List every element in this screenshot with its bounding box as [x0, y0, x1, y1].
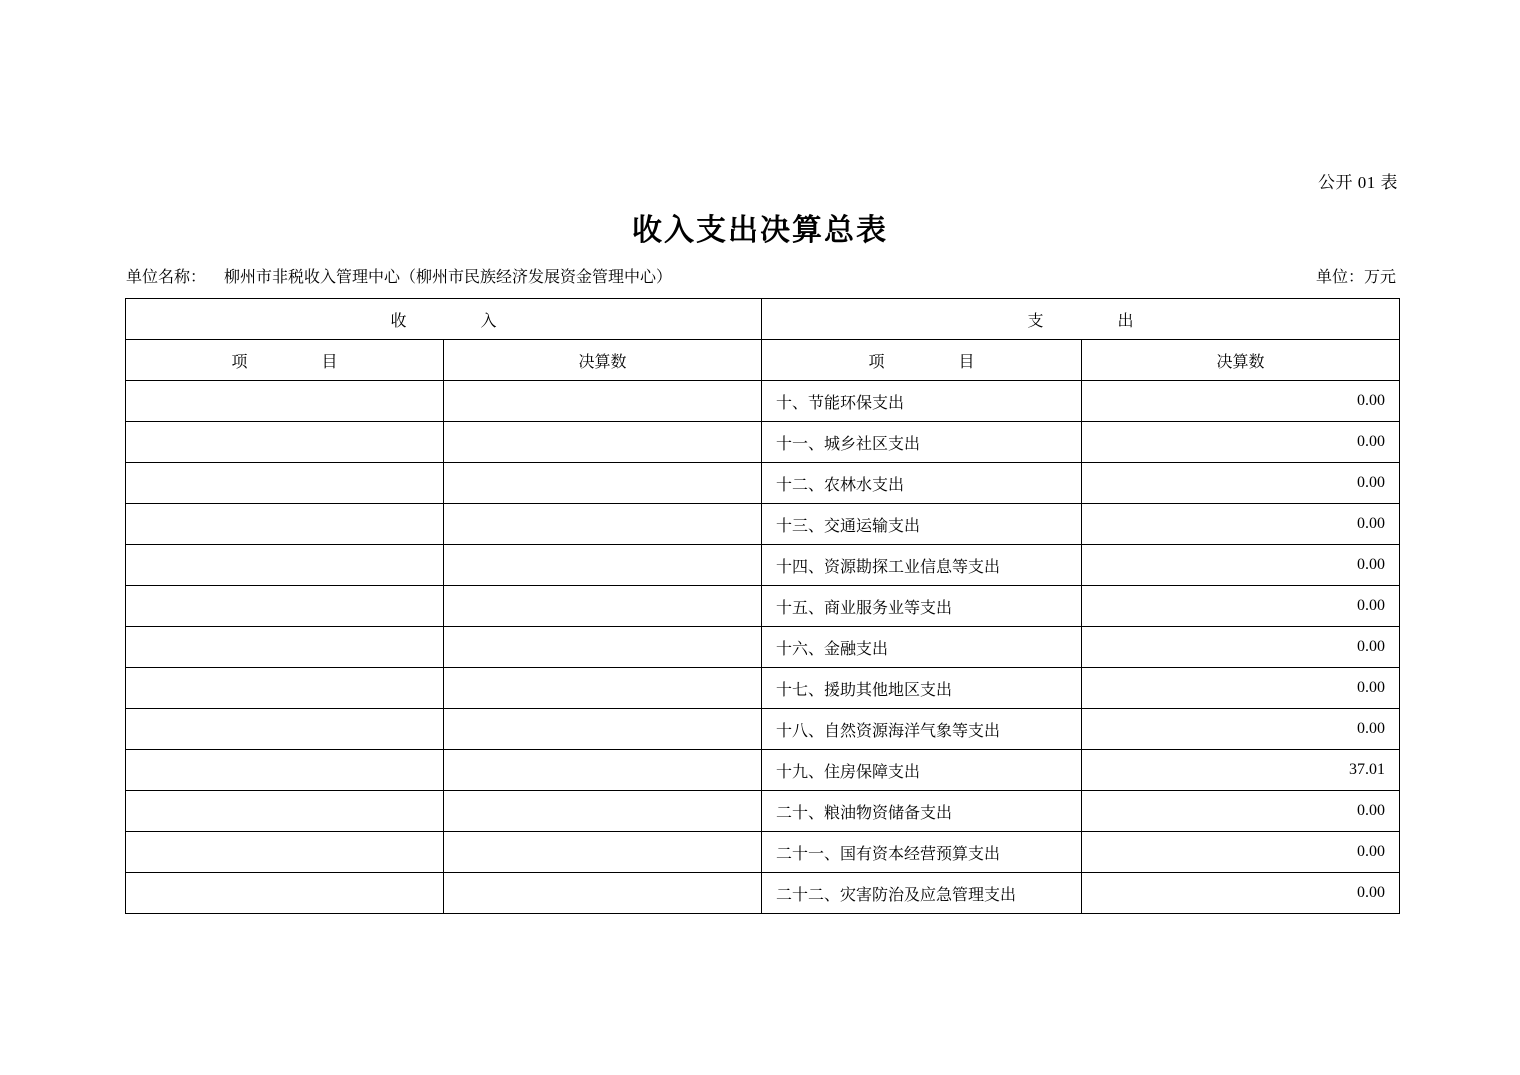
- cell-income-amount: [444, 463, 762, 504]
- cell-income-item: [126, 586, 444, 627]
- table-row: [126, 873, 1400, 914]
- cell-income-amount: [444, 832, 762, 873]
- cell-expenditure-amount: 0.00: [1082, 545, 1400, 586]
- cell-expenditure-amount: 0.00: [1082, 873, 1400, 914]
- cell-expenditure-item: 十五、商业服务业等支出: [762, 586, 1082, 627]
- cell-expenditure-amount: 0.00: [1082, 627, 1400, 668]
- cell-expenditure-item: 十六、金融支出: [762, 627, 1082, 668]
- cell-expenditure-item: 十七、援助其他地区支出: [762, 668, 1082, 709]
- table-row: [126, 586, 1400, 627]
- table-row: [126, 463, 1400, 504]
- cell-expenditure-item: 十、节能环保支出: [762, 381, 1082, 422]
- cell-expenditure-item: 十三、交通运输支出: [762, 504, 1082, 545]
- cell-income-item: [126, 627, 444, 668]
- cell-expenditure-amount: 0.00: [1082, 791, 1400, 832]
- group-header-income: 收 入: [126, 299, 762, 340]
- cell-income-item: [126, 545, 444, 586]
- column-header-expenditure-amount: 决算数: [1082, 340, 1400, 381]
- cell-expenditure-amount: 0.00: [1082, 422, 1400, 463]
- cell-expenditure-item: 二十一、国有资本经营预算支出: [762, 832, 1082, 873]
- cell-income-item: [126, 750, 444, 791]
- cell-income-amount: [444, 627, 762, 668]
- cell-income-amount: [444, 873, 762, 914]
- budget-table: [125, 298, 1400, 914]
- amount-unit: 单位：万元: [1315, 269, 1396, 286]
- cell-expenditure-amount: 0.00: [1082, 668, 1400, 709]
- cell-income-amount: [444, 422, 762, 463]
- cell-expenditure-item: 二十、粮油物资储备支出: [762, 791, 1082, 832]
- cell-expenditure-amount: 0.00: [1082, 586, 1400, 627]
- cell-income-amount: [444, 709, 762, 750]
- table-row: [126, 791, 1400, 832]
- column-header-income-amount: 决算数: [444, 340, 762, 381]
- cell-expenditure-item: 二十二、灾害防治及应急管理支出: [762, 873, 1082, 914]
- cell-expenditure-item: 十二、农林水支出: [762, 463, 1082, 504]
- table-row: [126, 709, 1400, 750]
- table-row: [126, 750, 1400, 791]
- cell-expenditure-item: 十一、城乡社区支出: [762, 422, 1082, 463]
- cell-income-item: [126, 873, 444, 914]
- column-header-income-item: 项 目: [126, 340, 444, 381]
- cell-income-amount: [444, 381, 762, 422]
- cell-income-item: [126, 463, 444, 504]
- cell-income-amount: [444, 504, 762, 545]
- cell-expenditure-amount: 37.01: [1082, 750, 1400, 791]
- unit-name-value: 柳州市非税收入管理中心（柳州市民族经济发展资金管理中心）: [224, 269, 673, 286]
- table-group-header-row: [126, 299, 1400, 340]
- cell-expenditure-amount: 0.00: [1082, 709, 1400, 750]
- cell-income-item: [126, 504, 444, 545]
- table-column-header-row: [126, 340, 1400, 381]
- page-title: 收入支出决算总表: [632, 214, 888, 247]
- cell-expenditure-item: 十四、资源勘探工业信息等支出: [762, 545, 1082, 586]
- cell-income-amount: [444, 668, 762, 709]
- cell-income-amount: [444, 791, 762, 832]
- cell-expenditure-amount: 0.00: [1082, 504, 1400, 545]
- cell-expenditure-amount: 0.00: [1082, 463, 1400, 504]
- table-body: [126, 299, 1400, 914]
- cell-income-amount: [444, 586, 762, 627]
- unit-name-label: 单位名称：: [126, 269, 207, 286]
- cell-income-item: [126, 832, 444, 873]
- cell-income-item: [126, 668, 444, 709]
- cell-income-item: [126, 422, 444, 463]
- table-row: [126, 422, 1400, 463]
- cell-income-item: [126, 381, 444, 422]
- table-row: [126, 545, 1400, 586]
- cell-expenditure-item: 十九、住房保障支出: [762, 750, 1082, 791]
- cell-expenditure-amount: 0.00: [1082, 381, 1400, 422]
- column-header-expenditure-item: 项 目: [762, 340, 1082, 381]
- table-row: [126, 668, 1400, 709]
- group-header-expenditure: 支 出: [762, 299, 1400, 340]
- cell-income-item: [126, 791, 444, 832]
- cell-expenditure-amount: 0.00: [1082, 832, 1400, 873]
- document-meta: [126, 264, 1398, 287]
- table-row: [126, 627, 1400, 668]
- table-row: [126, 381, 1400, 422]
- table-row: [126, 832, 1400, 873]
- cell-expenditure-item: 十八、自然资源海洋气象等支出: [762, 709, 1082, 750]
- cell-income-amount: [444, 545, 762, 586]
- form-code: 公开 01 表: [1318, 173, 1398, 192]
- cell-income-amount: [444, 750, 762, 791]
- unit-name: [126, 264, 672, 287]
- table-row: [126, 504, 1400, 545]
- cell-income-item: [126, 709, 444, 750]
